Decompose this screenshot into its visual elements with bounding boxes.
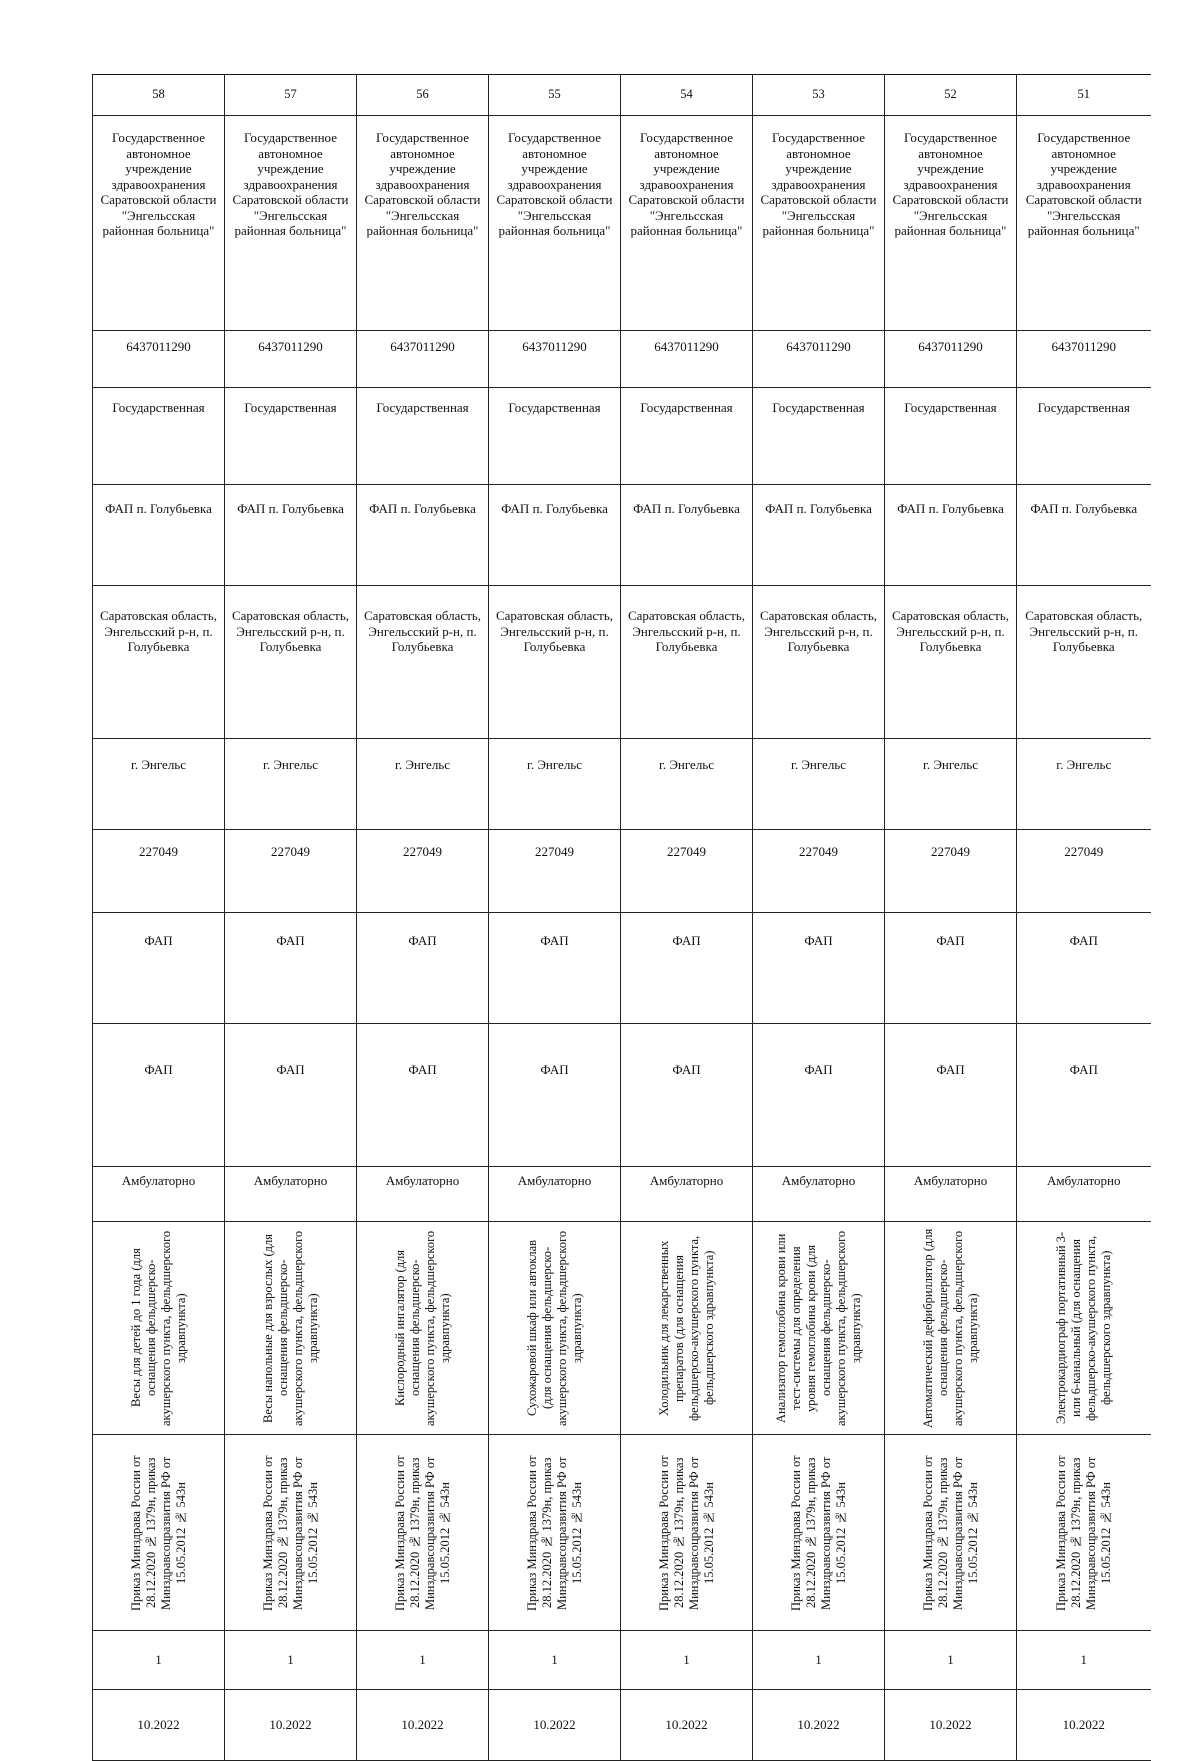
legal-basis-text: Приказ Минздрава России от 28.12.2020 № 1379н, приказ Минздравсоцразвития РФ от 15.05.2012 № 543н	[656, 1454, 716, 1611]
cell-organization-name: Государственное автономное учреждение здравоохранения Саратовской области "Энгельсская районная больница"	[357, 116, 489, 331]
cell-unit-subtype: ФАП	[753, 1024, 885, 1167]
cell-district: г. Энгельс	[753, 739, 885, 830]
cell-code: 227049	[621, 830, 753, 913]
cell-quantity: 1	[93, 1631, 225, 1690]
cell-organization-name: Государственное автономное учреждение здравоохранения Саратовской области "Энгельсская районная больница"	[621, 116, 753, 331]
cell-inn: 6437011290	[357, 331, 489, 388]
cell-district: г. Энгельс	[885, 739, 1017, 830]
cell-equipment	[93, 1222, 225, 1435]
equipment-text: Анализатор гемоглобина крови или тест-системы для определения уровня гемоглобина крови (для оснащения фельдшерско-акушерского пункта, фельдшерского здравпункта)	[773, 1230, 863, 1426]
cell-number: 53	[753, 75, 885, 116]
cell-number: 54	[621, 75, 753, 116]
legal-basis-text: Приказ Минздрава России от 28.12.2020 № 1379н, приказ Минздравсоцразвития РФ от 15.05.2012 № 543н	[1053, 1454, 1113, 1611]
row-organization-name	[93, 116, 1151, 331]
cell-facility-point: ФАП п. Голубьевка	[357, 485, 489, 586]
cell-care-mode: Амбулаторно	[621, 1167, 753, 1222]
legal-basis-text: Приказ Минздрава России от 28.12.2020 № 1379н, приказ Минздравсоцразвития РФ от 15.05.2012 № 543н	[920, 1454, 980, 1611]
cell-date: 10.2022	[1017, 1690, 1151, 1761]
cell-legal-basis	[885, 1435, 1017, 1631]
cell-date: 10.2022	[93, 1690, 225, 1761]
cell-ownership: Государственная	[1017, 388, 1151, 485]
row-unit-subtype	[93, 1024, 1151, 1167]
cell-inn: 6437011290	[1017, 331, 1151, 388]
row-ownership	[93, 388, 1151, 485]
cell-date: 10.2022	[489, 1690, 621, 1761]
cell-ownership: Государственная	[753, 388, 885, 485]
cell-number: 57	[225, 75, 357, 116]
cell-legal-basis	[753, 1435, 885, 1631]
cell-date: 10.2022	[357, 1690, 489, 1761]
cell-organization-name: Государственное автономное учреждение здравоохранения Саратовской области "Энгельсская районная больница"	[885, 116, 1017, 331]
cell-address: Саратовская область, Энгельсский р-н, п. Голубьевка	[93, 586, 225, 739]
legal-basis-text: Приказ Минздрава России от 28.12.2020 № 1379н, приказ Минздравсоцразвития РФ от 15.05.2012 № 543н	[260, 1454, 320, 1611]
cell-code: 227049	[93, 830, 225, 913]
cell-unit-type: ФАП	[357, 913, 489, 1024]
cell-unit-type: ФАП	[489, 913, 621, 1024]
cell-number: 52	[885, 75, 1017, 116]
equipment-text: Холодильник для лекарственных препаратов (для оснащения фельдшерско-акушерского пункта, фельдшерского здравпункта)	[656, 1235, 716, 1421]
equipment-text: Весы напольные для взрослых (для оснащения фельдшерско-акушерского пункта, фельдшерского здравпункта)	[260, 1230, 320, 1426]
row-inn	[93, 331, 1151, 388]
cell-quantity: 1	[621, 1631, 753, 1690]
cell-quantity: 1	[1017, 1631, 1151, 1690]
row-address	[93, 586, 1151, 739]
cell-care-mode: Амбулаторно	[93, 1167, 225, 1222]
cell-date: 10.2022	[753, 1690, 885, 1761]
cell-equipment	[1017, 1222, 1151, 1435]
cell-unit-subtype: ФАП	[489, 1024, 621, 1167]
cell-district: г. Энгельс	[225, 739, 357, 830]
cell-code: 227049	[1017, 830, 1151, 913]
cell-inn: 6437011290	[621, 331, 753, 388]
cell-unit-subtype: ФАП	[885, 1024, 1017, 1167]
cell-ownership: Государственная	[357, 388, 489, 485]
cell-quantity: 1	[225, 1631, 357, 1690]
cell-organization-name: Государственное автономное учреждение здравоохранения Саратовской области "Энгельсская районная больница"	[225, 116, 357, 331]
row-district	[93, 739, 1151, 830]
row-unit-type	[93, 913, 1151, 1024]
cell-unit-type: ФАП	[93, 913, 225, 1024]
cell-date: 10.2022	[225, 1690, 357, 1761]
cell-ownership: Государственная	[489, 388, 621, 485]
cell-facility-point: ФАП п. Голубьевка	[885, 485, 1017, 586]
row-care-mode	[93, 1167, 1151, 1222]
cell-facility-point: ФАП п. Голубьевка	[1017, 485, 1151, 586]
cell-equipment	[621, 1222, 753, 1435]
row-equipment	[93, 1222, 1151, 1435]
equipment-text: Весы для детей до 1 года (для оснащения фельдшерско-акушерского пункта, фельдшерского здравпункта)	[128, 1230, 188, 1426]
cell-facility-point: ФАП п. Голубьевка	[621, 485, 753, 586]
cell-facility-point: ФАП п. Голубьевка	[93, 485, 225, 586]
cell-inn: 6437011290	[489, 331, 621, 388]
cell-legal-basis	[489, 1435, 621, 1631]
cell-code: 227049	[489, 830, 621, 913]
cell-equipment	[753, 1222, 885, 1435]
cell-inn: 6437011290	[93, 331, 225, 388]
cell-organization-name: Государственное автономное учреждение здравоохранения Саратовской области "Энгельсская районная больница"	[93, 116, 225, 331]
cell-ownership: Государственная	[225, 388, 357, 485]
cell-code: 227049	[753, 830, 885, 913]
cell-address: Саратовская область, Энгельсский р-н, п. Голубьевка	[225, 586, 357, 739]
equipment-text: Сухожаровой шкаф или автоклав (для оснащения фельдшерско-акушерского пункта, фельдшерского здравпункта)	[524, 1230, 584, 1426]
cell-legal-basis	[93, 1435, 225, 1631]
cell-unit-subtype: ФАП	[621, 1024, 753, 1167]
equipment-text: Кислородный ингалятор (для оснащения фельдшерско-акушерского пункта, фельдшерского здравпункта)	[392, 1230, 452, 1426]
cell-address: Саратовская область, Энгельсский р-н, п. Голубьевка	[489, 586, 621, 739]
cell-ownership: Государственная	[885, 388, 1017, 485]
cell-number: 55	[489, 75, 621, 116]
cell-facility-point: ФАП п. Голубьевка	[489, 485, 621, 586]
row-date	[93, 1690, 1151, 1761]
cell-unit-subtype: ФАП	[93, 1024, 225, 1167]
cell-address: Саратовская область, Энгельсский р-н, п. Голубьевка	[753, 586, 885, 739]
cell-unit-type: ФАП	[885, 913, 1017, 1024]
cell-number: 56	[357, 75, 489, 116]
cell-equipment	[357, 1222, 489, 1435]
cell-address: Саратовская область, Энгельсский р-н, п. Голубьевка	[357, 586, 489, 739]
cell-date: 10.2022	[621, 1690, 753, 1761]
cell-quantity: 1	[753, 1631, 885, 1690]
row-facility-point	[93, 485, 1151, 586]
cell-legal-basis	[621, 1435, 753, 1631]
cell-district: г. Энгельс	[1017, 739, 1151, 830]
cell-inn: 6437011290	[225, 331, 357, 388]
row-quantity	[93, 1631, 1151, 1690]
cell-unit-type: ФАП	[621, 913, 753, 1024]
cell-number: 58	[93, 75, 225, 116]
cell-quantity: 1	[489, 1631, 621, 1690]
cell-ownership: Государственная	[93, 388, 225, 485]
cell-equipment	[489, 1222, 621, 1435]
cell-code: 227049	[357, 830, 489, 913]
cell-organization-name: Государственное автономное учреждение здравоохранения Саратовской области "Энгельсская районная больница"	[1017, 116, 1151, 331]
cell-organization-name: Государственное автономное учреждение здравоохранения Саратовской области "Энгельсская районная больница"	[753, 116, 885, 331]
cell-quantity: 1	[885, 1631, 1017, 1690]
cell-unit-subtype: ФАП	[225, 1024, 357, 1167]
cell-ownership: Государственная	[621, 388, 753, 485]
cell-care-mode: Амбулаторно	[1017, 1167, 1151, 1222]
cell-facility-point: ФАП п. Голубьевка	[753, 485, 885, 586]
cell-care-mode: Амбулаторно	[225, 1167, 357, 1222]
cell-legal-basis	[1017, 1435, 1151, 1631]
cell-code: 227049	[885, 830, 1017, 913]
cell-district: г. Энгельс	[357, 739, 489, 830]
row-code	[93, 830, 1151, 913]
cell-quantity: 1	[357, 1631, 489, 1690]
cell-unit-type: ФАП	[225, 913, 357, 1024]
cell-district: г. Энгельс	[93, 739, 225, 830]
row-column-number	[93, 75, 1151, 116]
cell-number: 51	[1017, 75, 1151, 116]
cell-care-mode: Амбулаторно	[885, 1167, 1017, 1222]
cell-address: Саратовская область, Энгельсский р-н, п. Голубьевка	[885, 586, 1017, 739]
cell-unit-subtype: ФАП	[357, 1024, 489, 1167]
cell-address: Саратовская область, Энгельсский р-н, п. Голубьевка	[1017, 586, 1151, 739]
cell-district: г. Энгельс	[489, 739, 621, 830]
legal-basis-text: Приказ Минздрава России от 28.12.2020 № 1379н, приказ Минздравсоцразвития РФ от 15.05.2012 № 543н	[128, 1454, 188, 1611]
equipment-text: Электрокардиограф портативный 3- или 6-канальный (для оснащения фельдшерско-акушерского пункта, фельдшерского здравпункта)	[1053, 1231, 1113, 1425]
cell-unit-type: ФАП	[753, 913, 885, 1024]
cell-address: Саратовская область, Энгельсский р-н, п. Голубьевка	[621, 586, 753, 739]
row-legal-basis	[93, 1435, 1151, 1631]
equipment-text: Автоматический дефибриллятор (для оснащения фельдшерско-акушерского пункта, фельдшерского здравпункта)	[920, 1228, 980, 1428]
cell-code: 227049	[225, 830, 357, 913]
cell-care-mode: Амбулаторно	[489, 1167, 621, 1222]
cell-unit-type: ФАП	[1017, 913, 1151, 1024]
cell-inn: 6437011290	[885, 331, 1017, 388]
cell-care-mode: Амбулаторно	[357, 1167, 489, 1222]
cell-inn: 6437011290	[753, 331, 885, 388]
cell-unit-subtype: ФАП	[1017, 1024, 1151, 1167]
cell-legal-basis	[225, 1435, 357, 1631]
legal-basis-text: Приказ Минздрава России от 28.12.2020 № 1379н, приказ Минздравсоцразвития РФ от 15.05.2012 № 543н	[788, 1454, 848, 1611]
cell-care-mode: Амбулаторно	[753, 1167, 885, 1222]
cell-date: 10.2022	[885, 1690, 1017, 1761]
cell-district: г. Энгельс	[621, 739, 753, 830]
legal-basis-text: Приказ Минздрава России от 28.12.2020 № 1379н, приказ Минздравсоцразвития РФ от 15.05.2012 № 543н	[392, 1454, 452, 1611]
cell-equipment	[885, 1222, 1017, 1435]
cell-equipment	[225, 1222, 357, 1435]
equipment-table	[92, 74, 1151, 1761]
cell-organization-name: Государственное автономное учреждение здравоохранения Саратовской области "Энгельсская районная больница"	[489, 116, 621, 331]
cell-legal-basis	[357, 1435, 489, 1631]
legal-basis-text: Приказ Минздрава России от 28.12.2020 № 1379н, приказ Минздравсоцразвития РФ от 15.05.2012 № 543н	[524, 1454, 584, 1611]
cell-facility-point: ФАП п. Голубьевка	[225, 485, 357, 586]
